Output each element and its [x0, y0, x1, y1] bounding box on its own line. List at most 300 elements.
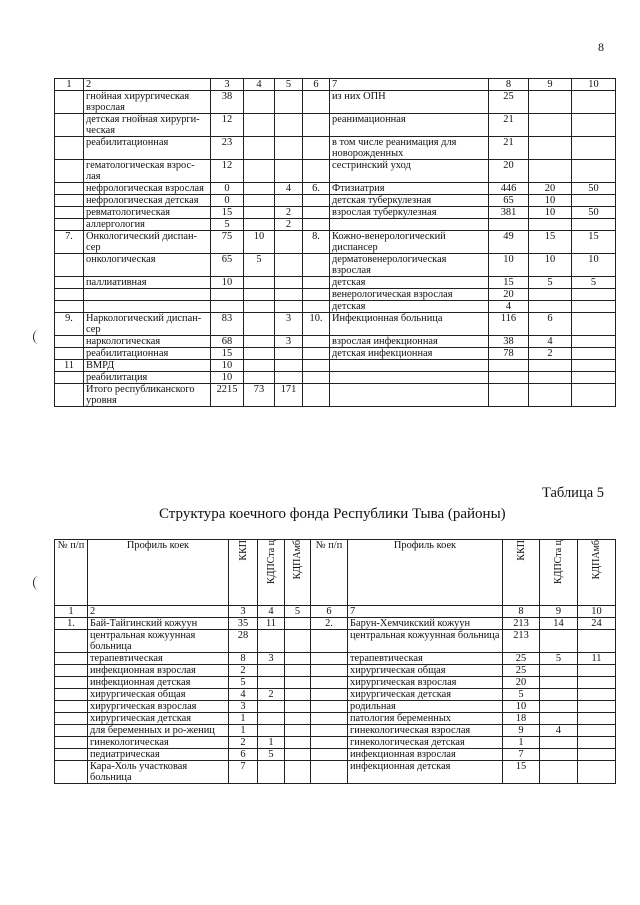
table-cell: родильная	[348, 701, 503, 713]
table-cell	[489, 372, 529, 384]
table-cell: 2.	[311, 618, 348, 630]
table-cell: 9	[503, 725, 540, 737]
table-cell	[303, 384, 330, 407]
table-cell: паллиативная	[84, 277, 211, 289]
table-cell	[311, 761, 348, 784]
table-cell: для беременных и ро-жениц	[88, 725, 229, 737]
table-cell	[244, 137, 275, 160]
table-cell: 1.	[55, 618, 88, 630]
header-kdpa-2	[578, 540, 616, 606]
column-number-row	[55, 606, 616, 618]
table-cell	[55, 160, 84, 183]
table-cell: 381	[489, 207, 529, 219]
table-cell: 10	[503, 701, 540, 713]
table-cell: Инфекционная больница	[330, 313, 489, 336]
table-cell	[578, 701, 616, 713]
table-cell	[244, 114, 275, 137]
table-cell	[303, 348, 330, 360]
table-cell	[303, 219, 330, 231]
table-cell: Онкологический диспан-сер	[84, 231, 211, 254]
table-cell: ревматологическая	[84, 207, 211, 219]
table-cell: 1	[55, 79, 84, 91]
table-cell: детская туберкулезная	[330, 195, 489, 207]
table-cell	[529, 114, 572, 137]
table-row	[55, 91, 616, 114]
table-cell: реанимационная	[330, 114, 489, 137]
table-cell: 23	[211, 137, 244, 160]
table-row	[55, 301, 616, 313]
table-cell: 6	[311, 606, 348, 618]
table-cell	[529, 372, 572, 384]
table-cell: патология беременных	[348, 713, 503, 725]
table-cell: 10	[529, 195, 572, 207]
table-cell	[55, 207, 84, 219]
table-cell: 6	[529, 313, 572, 336]
table-cell: 10	[529, 254, 572, 277]
table-row	[55, 137, 616, 160]
table-cell: 25	[489, 91, 529, 114]
table-cell: 7	[330, 79, 489, 91]
table-row	[55, 749, 616, 761]
table-cell: Наркологический диспан-сер	[84, 313, 211, 336]
table-cell	[572, 219, 616, 231]
table-cell: 2215	[211, 384, 244, 407]
table-cell	[529, 219, 572, 231]
table-cell	[540, 665, 578, 677]
table-cell: 24	[578, 618, 616, 630]
table-cell: 4	[275, 183, 303, 195]
table-cell	[303, 336, 330, 348]
table-cell	[578, 761, 616, 784]
table-cell: 4	[258, 606, 285, 618]
table-cell	[55, 665, 88, 677]
table-cell	[572, 91, 616, 114]
table-cell: 21	[489, 114, 529, 137]
table-row	[55, 183, 616, 195]
table-cell: 28	[229, 630, 258, 653]
table-row	[55, 207, 616, 219]
table-cell	[540, 737, 578, 749]
table-cell: 11	[258, 618, 285, 630]
table-row	[55, 725, 616, 737]
table-cell: 7	[348, 606, 503, 618]
table-cell: 171	[275, 384, 303, 407]
table-cell: 25	[503, 653, 540, 665]
table-cell	[244, 277, 275, 289]
table-cell	[244, 348, 275, 360]
table-cell	[311, 749, 348, 761]
header-kkp	[229, 540, 258, 606]
table-cell: 9	[529, 79, 572, 91]
table-cell: 65	[211, 254, 244, 277]
table-cell: взрослая инфекционная	[330, 336, 489, 348]
table-cell	[55, 384, 84, 407]
table-cell	[244, 219, 275, 231]
table-cell: 20	[529, 183, 572, 195]
table-cell	[55, 701, 88, 713]
table-cell: Барун-Хемчикский кожуун	[348, 618, 503, 630]
table-cell: 49	[489, 231, 529, 254]
table-cell	[55, 653, 88, 665]
table-cell	[285, 677, 311, 689]
table-cell	[275, 348, 303, 360]
table-cell: 12	[211, 160, 244, 183]
table-cell	[572, 372, 616, 384]
table-cell: 4	[244, 79, 275, 91]
header-kdps-2-text: КДПСта ц	[553, 540, 564, 585]
table-cell: 20	[489, 289, 529, 301]
column-number-row	[55, 79, 616, 91]
table-cell	[303, 254, 330, 277]
table-cell: 50	[572, 183, 616, 195]
table-cell	[330, 384, 489, 407]
table-cell: 2	[258, 689, 285, 701]
table-cell: 65	[489, 195, 529, 207]
table-cell: 15	[529, 231, 572, 254]
table-cell: 10	[211, 277, 244, 289]
table-cell: терапевтическая	[348, 653, 503, 665]
table-cell	[285, 713, 311, 725]
table-cell: нефрологическая детская	[84, 195, 211, 207]
table-cell: из них ОПН	[330, 91, 489, 114]
header-kdpa	[285, 540, 311, 606]
table-cell	[285, 689, 311, 701]
table-cell: 78	[489, 348, 529, 360]
table-cell	[244, 301, 275, 313]
table-cell: гнойная хирургическая взрослая	[84, 91, 211, 114]
table-cell	[285, 701, 311, 713]
table-cell	[84, 289, 211, 301]
table-cell	[540, 630, 578, 653]
table-cell	[275, 114, 303, 137]
table-cell	[529, 301, 572, 313]
table-cell	[529, 137, 572, 160]
table-cell: 1	[229, 725, 258, 737]
table-cell	[285, 630, 311, 653]
table-cell: 0	[211, 195, 244, 207]
table-cell	[578, 737, 616, 749]
table-cell	[244, 289, 275, 301]
table-cell: 5	[229, 677, 258, 689]
table-cell: 10	[244, 231, 275, 254]
table-cell	[303, 277, 330, 289]
table-cell	[311, 653, 348, 665]
table-cell: 446	[489, 183, 529, 195]
table-cell	[275, 91, 303, 114]
table-cell	[258, 761, 285, 784]
table-cell	[258, 677, 285, 689]
table-cell	[540, 713, 578, 725]
table-cell	[55, 630, 88, 653]
table-row	[55, 630, 616, 653]
page-number: 8	[598, 40, 604, 54]
table-cell	[55, 114, 84, 137]
table-cell	[540, 761, 578, 784]
table-cell: 2	[229, 665, 258, 677]
table-row	[55, 689, 616, 701]
table-cell	[303, 195, 330, 207]
table-cell: сестринский уход	[330, 160, 489, 183]
table-cell: 6.	[303, 183, 330, 195]
table-cell: гинекологическая	[88, 737, 229, 749]
table-cell	[244, 91, 275, 114]
table-cell	[285, 761, 311, 784]
table-cell: 2	[275, 219, 303, 231]
header-kkp-text: ККП	[237, 540, 249, 561]
table-cell: 7.	[55, 231, 84, 254]
table-cell	[244, 183, 275, 195]
table-cell: 68	[211, 336, 244, 348]
table-cell	[275, 231, 303, 254]
table-cell	[55, 183, 84, 195]
table-cell	[244, 313, 275, 336]
table-cell	[303, 372, 330, 384]
table-cell	[529, 384, 572, 407]
table-cell: 6	[303, 79, 330, 91]
table-cell: гинекологическая взрослая	[348, 725, 503, 737]
table-cell	[311, 665, 348, 677]
table-cell	[572, 301, 616, 313]
scan-mark-bottom	[33, 576, 44, 590]
table-cell: 8	[489, 79, 529, 91]
table-cell: 75	[211, 231, 244, 254]
table-row	[55, 384, 616, 407]
table-cell: реабилитация	[84, 372, 211, 384]
table-cell	[572, 114, 616, 137]
table-cell: детская гнойная хирурги-ческая	[84, 114, 211, 137]
table-cell	[540, 701, 578, 713]
table-cell: 50	[572, 207, 616, 219]
table-cell	[529, 360, 572, 372]
table-cell	[211, 301, 244, 313]
table-cell	[311, 701, 348, 713]
table-cell: взрослая туберкулезная	[330, 207, 489, 219]
table-row	[55, 713, 616, 725]
table-cell: 5	[285, 606, 311, 618]
table-row	[55, 372, 616, 384]
table-label: Таблица 5	[542, 485, 605, 501]
table-cell: Кожно-венерологический диспансер	[330, 231, 489, 254]
table-row	[55, 348, 616, 360]
table-cell: хирургическая взрослая	[88, 701, 229, 713]
header-num-2: № п/п	[311, 540, 348, 606]
table-cell: 5	[211, 219, 244, 231]
table-cell	[311, 725, 348, 737]
table-cell	[578, 677, 616, 689]
table-cell: инфекционная детская	[348, 761, 503, 784]
header-profile-2: Профиль коек	[348, 540, 503, 606]
table-row	[55, 277, 616, 289]
table-cell	[275, 254, 303, 277]
header-kdps	[258, 540, 285, 606]
table-cell	[489, 384, 529, 407]
table-cell	[285, 653, 311, 665]
table-row	[55, 231, 616, 254]
table-cell: 7	[229, 761, 258, 784]
table-cell: 73	[244, 384, 275, 407]
table-cell: 5	[503, 689, 540, 701]
table-cell: гематологическая взрос-лая	[84, 160, 211, 183]
table-cell	[55, 737, 88, 749]
table-cell	[578, 689, 616, 701]
table-cell: 116	[489, 313, 529, 336]
table-row	[55, 360, 616, 372]
table-row	[55, 761, 616, 784]
table-cell: 15	[211, 207, 244, 219]
table-cell: Итого республиканского уровня	[84, 384, 211, 407]
table-cell: инфекционная взрослая	[88, 665, 229, 677]
header-kdps-text: КДПСта ц	[265, 540, 277, 585]
table-cell	[572, 384, 616, 407]
table-cell	[275, 137, 303, 160]
table-cell	[55, 348, 84, 360]
table-cell	[275, 372, 303, 384]
table-row	[55, 653, 616, 665]
table-cell: 213	[503, 630, 540, 653]
table-cell	[55, 713, 88, 725]
table-cell	[55, 137, 84, 160]
table-cell: хирургическая детская	[348, 689, 503, 701]
table-cell	[275, 160, 303, 183]
table-cell	[578, 725, 616, 737]
table-cell: наркологическая	[84, 336, 211, 348]
table-cell	[275, 301, 303, 313]
table-cell	[529, 91, 572, 114]
table-cell: реабилитационная	[84, 348, 211, 360]
header-num: № п/п	[55, 540, 88, 606]
table-cell: 4	[540, 725, 578, 737]
table-cell	[311, 689, 348, 701]
table-header-row	[55, 540, 616, 606]
table-cell	[55, 677, 88, 689]
table-cell: ВМРД	[84, 360, 211, 372]
table-cell: 9.	[55, 313, 84, 336]
table-cell: инфекционная детская	[88, 677, 229, 689]
table-cell	[55, 219, 84, 231]
table-cell	[258, 701, 285, 713]
table-cell: в том числе реанимация для новорожденных	[330, 137, 489, 160]
table-cell	[84, 301, 211, 313]
table-cell: 3	[258, 653, 285, 665]
table-cell	[275, 195, 303, 207]
table-cell	[572, 195, 616, 207]
table-cell	[330, 360, 489, 372]
table-row	[55, 618, 616, 630]
table-cell	[285, 665, 311, 677]
table-cell: 11	[55, 360, 84, 372]
table-cell	[572, 313, 616, 336]
table-cell: 3	[275, 336, 303, 348]
table-cell: реабилитационная	[84, 137, 211, 160]
table-cell: 10.	[303, 313, 330, 336]
table-cell: 10	[529, 207, 572, 219]
table-cell: 18	[503, 713, 540, 725]
table-cell	[578, 749, 616, 761]
header-profile: Профиль коек	[88, 540, 229, 606]
table-cell: 15	[503, 761, 540, 784]
table-cell	[275, 289, 303, 301]
scan-mark-top	[33, 330, 44, 344]
table-cell	[55, 749, 88, 761]
table-cell: 2	[229, 737, 258, 749]
table-cell: 5	[244, 254, 275, 277]
header-kkp-2	[503, 540, 540, 606]
table-cell	[303, 289, 330, 301]
table-cell	[529, 160, 572, 183]
table-cell	[55, 336, 84, 348]
table-cell	[303, 137, 330, 160]
table-cell	[55, 372, 84, 384]
table-cell	[275, 360, 303, 372]
table-cell	[244, 160, 275, 183]
table-cell	[572, 289, 616, 301]
table-cell	[578, 665, 616, 677]
table-cell: 2	[84, 79, 211, 91]
table-cell	[55, 277, 84, 289]
table-cell	[275, 277, 303, 289]
table-cell	[244, 360, 275, 372]
table-cell: 2	[88, 606, 229, 618]
table-cell: 11	[578, 653, 616, 665]
table-cell: 10	[489, 254, 529, 277]
table-cell: терапевтическая	[88, 653, 229, 665]
table-cell	[489, 360, 529, 372]
header-kdpa-text: КДПАмб	[292, 540, 303, 580]
table-cell	[258, 665, 285, 677]
table-cell	[55, 254, 84, 277]
table-cell	[578, 713, 616, 725]
table-cell: 5	[529, 277, 572, 289]
table-cell	[540, 677, 578, 689]
table-cell	[572, 336, 616, 348]
table-row	[55, 195, 616, 207]
table-cell: 8	[503, 606, 540, 618]
table-cell: детская	[330, 277, 489, 289]
table-cell: 2	[275, 207, 303, 219]
table-cell: 20	[503, 677, 540, 689]
table-title: Структура коечного фонда Республики Тыва (районы)	[159, 506, 506, 522]
table-cell	[303, 114, 330, 137]
table-row	[55, 336, 616, 348]
table-cell: 3	[275, 313, 303, 336]
table-cell	[303, 207, 330, 219]
table-cell: 10	[211, 372, 244, 384]
table-cell	[211, 289, 244, 301]
table-cell: аллергология	[84, 219, 211, 231]
table-cell	[285, 618, 311, 630]
table-cell	[529, 289, 572, 301]
table-cell: 4	[529, 336, 572, 348]
table-cell: 2	[529, 348, 572, 360]
table-cell	[572, 137, 616, 160]
table-cell: 83	[211, 313, 244, 336]
table-cell: 15	[211, 348, 244, 360]
district-beds-table	[54, 539, 616, 784]
table-cell: центральная кожуунная больница	[348, 630, 503, 653]
table-cell	[330, 372, 489, 384]
table-cell	[572, 360, 616, 372]
table-cell: 1	[55, 606, 88, 618]
table-cell	[55, 301, 84, 313]
table-row	[55, 677, 616, 689]
table-cell: 15	[489, 277, 529, 289]
table-cell: 8	[229, 653, 258, 665]
table-cell: 15	[572, 231, 616, 254]
table-cell	[55, 195, 84, 207]
table-cell: Фтизиатрия	[330, 183, 489, 195]
table-cell	[55, 725, 88, 737]
table-cell: Бай-Тайгинский кожуун	[88, 618, 229, 630]
